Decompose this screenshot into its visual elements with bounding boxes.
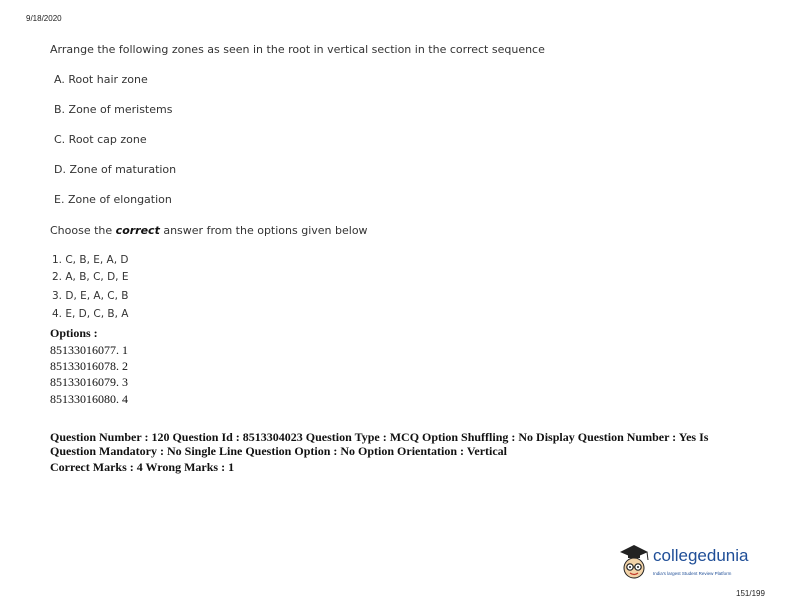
- choose-emphasis: correct: [115, 224, 160, 237]
- choose-prefix: Choose the: [50, 224, 113, 237]
- answer-option: 2. A, B, C, D, E: [52, 271, 129, 283]
- choose-suffix: answer from the options given below: [163, 224, 368, 237]
- zone-item: D. Zone of maturation: [54, 163, 177, 176]
- option-id: 85133016079. 3: [50, 375, 128, 389]
- question-meta-line: Question Mandatory : No Single Line Question Option : No Option Orientation : Vertical: [50, 444, 508, 458]
- choose-instruction: [50, 224, 368, 237]
- options-heading: Options :: [50, 326, 98, 340]
- zone-item: E. Zone of elongation: [54, 193, 172, 206]
- print-date: 9/18/2020: [26, 14, 62, 23]
- answer-option: 4. E, D, C, B, A: [52, 308, 129, 320]
- option-id: 85133016077. 1: [50, 343, 128, 357]
- collegedunia-logo: [616, 543, 766, 587]
- zone-item: A. Root hair zone: [54, 73, 148, 86]
- mascot-icon: [616, 543, 652, 587]
- answer-option: 1. C, B, E, A, D: [52, 254, 129, 266]
- question-meta-line: Question Number : 120 Question Id : 8513304023 Question Type : MCQ Option Shuffling : No Display Question Number : Yes Is: [50, 430, 709, 444]
- zone-item: B. Zone of meristems: [54, 103, 173, 116]
- option-id: 85133016080. 4: [50, 392, 128, 406]
- marks-line: Correct Marks : 4 Wrong Marks : 1: [50, 460, 235, 474]
- logo-wordmark: collegedunia: [653, 546, 749, 565]
- zone-item: C. Root cap zone: [54, 133, 147, 146]
- option-id: 85133016078. 2: [50, 359, 128, 373]
- question-text: Arrange the following zones as seen in the root in vertical section in the correct sequence: [50, 43, 545, 56]
- logo-tagline: India's largest Student Review Platform: [653, 571, 732, 576]
- page-number: 151/199: [736, 589, 765, 598]
- answer-option: 3. D, E, A, C, B: [52, 290, 129, 302]
